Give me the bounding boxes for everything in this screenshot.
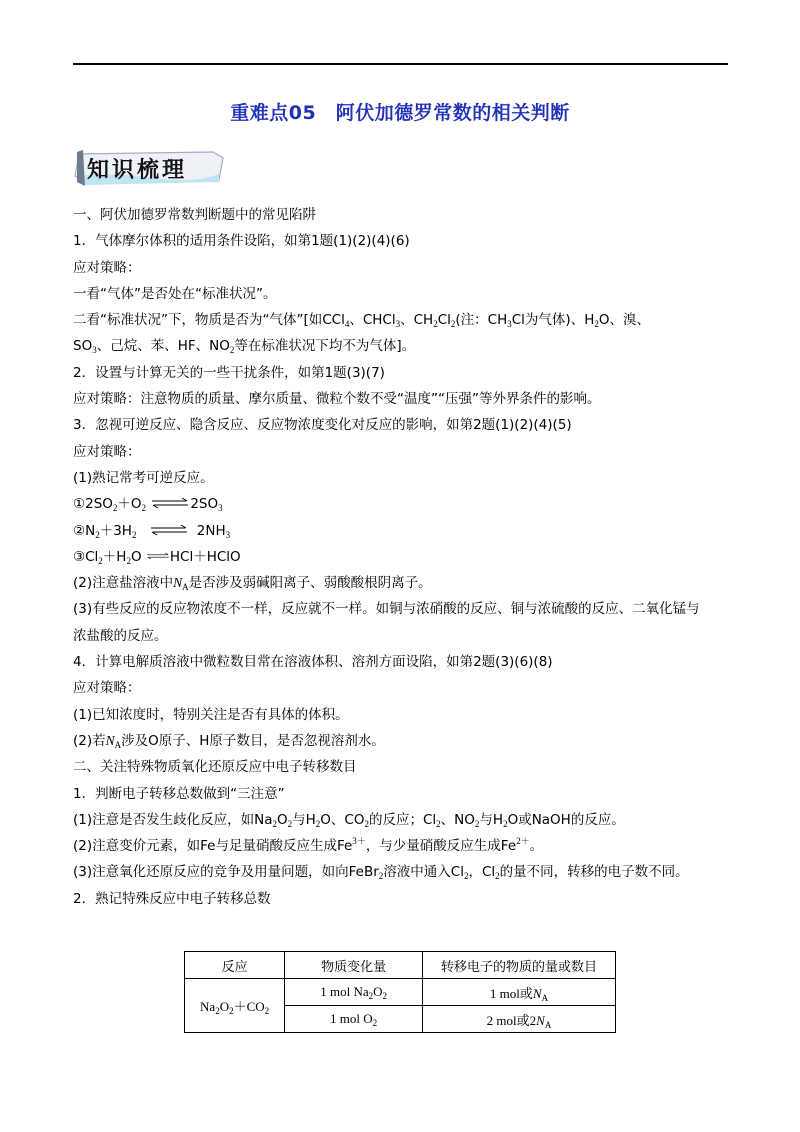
- equation-1: $①2SO_2+O_2$ $2SO_3$: [73, 496, 223, 514]
- paragraph: 应对策略：注意物质的质量、摩尔质量、微粒个数不受“温度”“压强”等外界条件的影响。: [73, 391, 601, 408]
- paragraph: 浓盐酸的反应。: [73, 627, 168, 644]
- paragraph: (1)已知浓度时，特别关注是否有具体的体积。: [73, 706, 349, 723]
- paragraph: (2)注意盐溶液中$N_A$是否涉及弱碱阳离子、弱酸酸根阴离子。: [73, 575, 432, 593]
- equation-2: $②N_2+3H_2$ $2NH_3$: [73, 522, 231, 540]
- paragraph: 2．熟记特殊反应中电子转移总数: [73, 890, 271, 907]
- table-header-row: [185, 952, 616, 979]
- body-text: [73, 202, 733, 912]
- table-cell: 1 mol或$N_A$: [423, 979, 616, 1006]
- table-header: 反应: [185, 952, 285, 979]
- badge-label: 知识梳理: [87, 157, 188, 183]
- paragraph: (3)注意氧化还原反应的竞争及用量问题，如向FeBr$_2$溶液中通入$Cl_2$，$Cl_2$的量不同，转移的电子数不同。: [73, 864, 689, 882]
- page-title: 重难点05 阿伏加德罗常数的相关判断: [230, 102, 570, 124]
- paragraph: (3)有些反应的反应物浓度不一样，反应就不一样。如铜与浓硝酸的反应、铜与浓硫酸的反应、二氧化锰与: [73, 601, 700, 618]
- table-cell: 2 mol或$2N_A$: [423, 1006, 616, 1033]
- electron-transfer-table: [184, 951, 616, 1033]
- reversible-arrow-icon: [141, 524, 197, 536]
- table-header: 转移电子的物质的量或数目: [423, 952, 616, 979]
- table-row: [185, 979, 616, 1006]
- table-cell: 1 mol $Na_2O_2$: [285, 979, 423, 1006]
- paragraph: 应对策略：: [73, 680, 141, 697]
- paragraph: 3．忽视可逆反应、隐含反应、反应物浓度变化对反应的影响，如第2题(1)(2)(4)(5): [73, 417, 572, 434]
- paragraph: (2)注意变价元素，如Fe与足量硝酸反应生成$Fe^{3+}$，与少量硝酸反应生成$Fe^{2+}$。: [73, 836, 544, 855]
- table-cell-reaction: $Na_2O_2+CO_2$: [185, 979, 285, 1033]
- section-heading-2: 二、关注特殊物质氧化还原反应中电子转移数目: [73, 759, 357, 776]
- reversible-arrow-icon: [150, 497, 190, 509]
- section-heading-1: 一、阿伏加德罗常数判断题中的常见陷阱: [73, 207, 316, 223]
- paragraph: 2．设置与计算无关的一些干扰条件，如第1题(3)(7): [73, 364, 385, 381]
- header-rule: [73, 63, 728, 65]
- equation-3: $③Cl_2+H_2O$ HCl＋HClO: [73, 548, 241, 566]
- section-badge: [73, 148, 225, 188]
- paragraph: 4．计算电解质溶液中微粒数目常在溶液体积、溶剂方面设陷，如第2题(3)(6)(8): [73, 654, 553, 671]
- paragraph: (1)注意是否发生歧化反应，如$Na_2O_2$与$H_2O$、$CO_2$的反应；$Cl_2$、$NO_2$与$H_2O$或NaOH的反应。: [73, 811, 625, 829]
- paragraph: (2)若$N_A$涉及O原子、H原子数目，是否忽视溶剂水。: [73, 732, 385, 750]
- reversible-arrow-icon: [146, 550, 170, 562]
- paragraph: 一看“气体”是否处在“标准状况”。: [73, 285, 277, 302]
- paragraph: 1．判断电子转移总数做到“三注意”: [73, 785, 285, 802]
- table-cell: 1 mol $O_2$: [285, 1006, 423, 1033]
- paragraph: 1．气体摩尔体积的适用条件设陷，如第1题(1)(2)(4)(6): [73, 233, 410, 250]
- paragraph: 二看“标准状况”下，物质是否为“气体”[如CCl$_4$、CHCl$_3$、$CH_2Cl_2$(注：$CH_3Cl$为气体)、$H_2O$、溴、: [73, 312, 650, 330]
- paragraph: $SO_3$、己烷、苯、HF、$NO_2$等在标准状况下均不为气体]。: [73, 338, 416, 356]
- paragraph: 应对策略：: [73, 443, 141, 460]
- paragraph: (1)熟记常考可逆反应。: [73, 469, 214, 486]
- paragraph: 应对策略：: [73, 259, 141, 276]
- table-header: 物质变化量: [285, 952, 423, 979]
